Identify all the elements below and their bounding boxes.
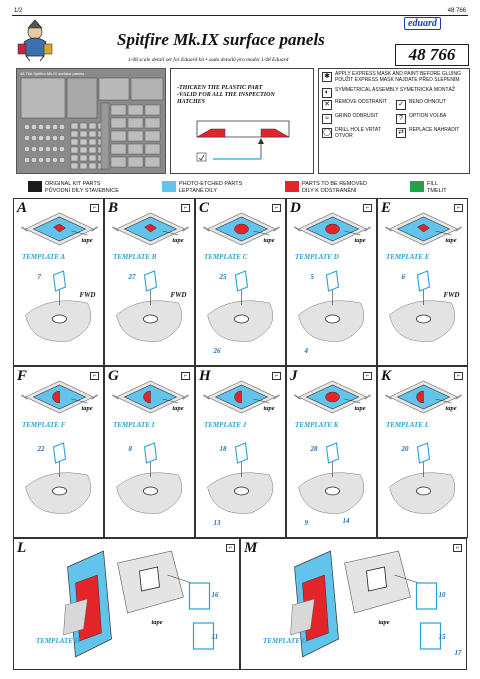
step-letter: B — [108, 200, 119, 216]
step-m — [240, 538, 467, 670]
part-number: 27 — [128, 273, 136, 281]
step-letter: F — [17, 368, 28, 384]
pe-part — [145, 443, 157, 463]
part-number-2: 13 — [213, 519, 221, 527]
template-label: TEMPLATE J — [204, 421, 247, 429]
template-icon: ⌐ — [226, 544, 235, 552]
tape-label: tape — [81, 237, 93, 244]
step-letter: K — [381, 368, 392, 384]
template-icon: ⌐ — [454, 204, 463, 212]
tape-label: tape — [172, 237, 184, 244]
fret-disc — [31, 135, 37, 141]
legend-text-remove: PARTS TO BE REMOVED DÍLY K ODSTRANĚNÍ — [302, 181, 367, 194]
template-label: TEMPLATE D — [295, 253, 339, 261]
instruction-text: OPTION VOLBA — [409, 113, 447, 119]
fwd-label: FWD — [79, 291, 96, 299]
catalog-number: 48 766 — [395, 44, 469, 66]
fret-hatch — [71, 123, 78, 129]
part-number-2: 11 — [211, 633, 219, 641]
fret-cover — [145, 157, 160, 167]
part-number: 28 — [310, 445, 318, 453]
step-diagram — [14, 367, 105, 539]
part-number-2: 9 — [304, 519, 308, 527]
legend-swatch-kit — [28, 181, 42, 192]
cut-area — [326, 224, 340, 234]
fret-disc — [31, 146, 37, 152]
part-number: 5 — [310, 273, 314, 281]
fret-cover — [128, 131, 143, 141]
hatch-recess — [53, 487, 67, 495]
note-line-2: -VALID FOR ALL THE INSPECTION — [177, 92, 275, 98]
step-letter: H — [199, 368, 211, 384]
step-letter: D — [290, 200, 301, 216]
instruction-text: GRIND ODBRUSIT — [335, 113, 379, 119]
step-diagram — [287, 199, 378, 367]
step-diagram — [378, 367, 469, 539]
fret-cover — [111, 131, 126, 141]
hatch-recess — [326, 487, 340, 495]
fret-disc — [52, 146, 58, 152]
step-k — [377, 366, 468, 538]
instruction-text: REMOVE ODSTRANIT — [335, 99, 387, 105]
hatch-recess — [417, 487, 431, 495]
tape-label: tape — [263, 405, 275, 412]
page-number: 1/2 — [14, 8, 23, 14]
fret-disc — [59, 146, 65, 152]
pe-cover-2 — [421, 623, 441, 649]
template-icon: ⌐ — [454, 372, 463, 380]
part-number-2: 15 — [438, 633, 446, 641]
part-number: 16 — [211, 591, 219, 599]
step-l — [13, 538, 240, 670]
fret-cover — [145, 144, 160, 154]
instruction-legend — [318, 68, 470, 174]
fret-hatch — [89, 155, 96, 161]
pe-part — [54, 271, 66, 291]
tape-label: tape — [172, 405, 184, 412]
hatch-recess — [144, 487, 158, 495]
grind-icon: ≈ — [322, 114, 332, 124]
fret-disc — [52, 124, 58, 130]
mask-icon: ✱ — [322, 72, 332, 82]
fret-cover — [145, 131, 160, 141]
step-diagram — [14, 199, 105, 367]
fret-disc — [38, 135, 44, 141]
fret-cover — [128, 144, 143, 154]
fret-disc — [24, 135, 30, 141]
hatch-recess — [144, 315, 158, 323]
fwd-label: FWD — [170, 291, 187, 299]
part-number: 25 — [219, 273, 227, 281]
hatch-recess — [53, 315, 67, 323]
template-icon: ⌐ — [363, 372, 372, 380]
page-title: Spitfire Mk.IX surface panels — [117, 30, 325, 49]
step-c — [195, 198, 286, 366]
fret-cover — [111, 105, 126, 115]
part-number: 18 — [219, 445, 227, 453]
steps-row-1 — [13, 198, 468, 366]
instruction-text: APPLY EXPRESS MASK AND PAINT BEFORE GLUING POUŽIT EXPRESS MASK NAJDATE PŘED SLEPENÍM — [335, 71, 462, 83]
part-number: 20 — [401, 445, 409, 453]
part-number: 22 — [37, 445, 45, 453]
step-diagram — [378, 199, 469, 367]
tape-label: tape — [354, 237, 366, 244]
fret-hatch — [80, 155, 87, 161]
hatch-opening — [367, 567, 387, 591]
fret-disc — [59, 157, 65, 163]
step-letter: A — [17, 200, 28, 216]
page-subtitle: 1/48 scale detail set for Eduard kit • sada detailů pro model 1/48 Eduard — [128, 57, 289, 63]
tape-label: tape — [445, 405, 457, 412]
fret-disc — [59, 135, 65, 141]
template-icon: ⌐ — [181, 204, 190, 212]
part-number: 6 — [401, 273, 405, 281]
fret-disc — [45, 146, 51, 152]
fret-label: 48 766 Spitfire Mk.IX surface panels — [20, 71, 85, 76]
drill-icon: ◯ — [323, 129, 331, 136]
fret-hatch — [89, 147, 96, 153]
fret-hatch — [80, 139, 87, 145]
step-j — [286, 366, 377, 538]
cut-area — [235, 224, 249, 234]
fret-hatch — [89, 123, 96, 129]
header-rule — [12, 15, 468, 16]
instruction-text: DRILL HOLE VRTAT OTVOR — [335, 127, 381, 139]
fret-disc — [24, 146, 30, 152]
fret-disc — [24, 157, 30, 163]
template-label: TEMPLATE K — [295, 421, 339, 429]
template-icon: ⌐ — [363, 204, 372, 212]
template-label: TEMPLATE G — [263, 637, 307, 645]
pe-cover-2 — [194, 623, 214, 649]
instruction-text: SYMMETRICAL ASSEMBLY SYMETRICKÁ MONTÁŽ — [335, 87, 455, 93]
fret-hatch — [80, 147, 87, 153]
pe-part — [327, 271, 339, 291]
mascot-logo — [14, 18, 56, 62]
option-icon: ? — [396, 114, 406, 124]
fret-hatch — [71, 139, 78, 145]
part-number-2: 26 — [213, 347, 221, 355]
fret-hatch — [71, 163, 78, 169]
fret-disc — [59, 124, 65, 130]
template-label: TEMPLATE B — [113, 253, 157, 261]
step-e — [377, 198, 468, 366]
tape-label: tape — [354, 405, 366, 412]
part-number-2: 4 — [304, 347, 308, 355]
part-number: 7 — [37, 273, 41, 281]
fret-hatch — [80, 123, 87, 129]
fret-panel-right — [131, 78, 163, 100]
step-letter: E — [381, 200, 392, 216]
fret-parts — [17, 69, 167, 175]
legend-text-fill: FILL TMELIT — [427, 181, 447, 194]
fret-hatch — [71, 155, 78, 161]
hatch-recess — [417, 315, 431, 323]
step-letter: G — [108, 368, 119, 384]
fret-hatch — [89, 139, 96, 145]
step-h — [195, 366, 286, 538]
template-label: TEMPLATE A — [22, 253, 66, 261]
fret-cover — [128, 105, 143, 115]
instruction-text: BEND OHNOUT — [409, 99, 446, 105]
fret-hatch — [71, 147, 78, 153]
code-top: 48 766 — [447, 8, 466, 14]
pe-part — [236, 271, 248, 291]
template-icon: ⌐ — [90, 372, 99, 380]
tape-label: tape — [445, 237, 457, 244]
brand-logo: eduard — [404, 17, 441, 30]
legend-swatch-fill — [410, 181, 424, 192]
part-number-3: 17 — [454, 649, 462, 657]
template-icon: ⌐ — [272, 204, 281, 212]
legend-text-kit: ORIGINAL KIT PARTS PŮVODNÍ DÍLY STAVEBNICE — [45, 181, 119, 194]
template-icon: ⌐ — [181, 372, 190, 380]
fret-cover — [145, 105, 160, 115]
step-diagram — [14, 539, 241, 671]
fret-hatch — [89, 131, 96, 137]
step-diagram — [105, 367, 196, 539]
template-label: TEMPLATE L — [386, 421, 429, 429]
color-legend — [0, 178, 480, 198]
fret-disc — [31, 157, 37, 163]
photo-etch-fret-image — [16, 68, 166, 174]
fret-hatch — [89, 163, 96, 169]
fret-disc — [52, 135, 58, 141]
hatch-recess — [235, 315, 249, 323]
template-icon: ⌐ — [90, 204, 99, 212]
fret-hatch — [71, 131, 78, 137]
pe-cover — [417, 583, 437, 609]
template-label: TEMPLATE C — [204, 253, 248, 261]
part-number: 8 — [128, 445, 132, 453]
pe-part — [236, 443, 248, 463]
step-d — [286, 198, 377, 366]
fret-hatch — [80, 163, 87, 169]
fret-strip — [101, 103, 109, 169]
tape-label: tape — [378, 619, 390, 626]
step-diagram — [196, 367, 287, 539]
fret-hatch — [80, 131, 87, 137]
legend-swatch-pe — [162, 181, 176, 192]
pe-cover — [190, 583, 210, 609]
step-a — [13, 198, 104, 366]
step-diagram — [105, 199, 196, 367]
fret-cover — [145, 118, 160, 128]
fret-disc — [31, 124, 37, 130]
legend-swatch-remove — [285, 181, 299, 192]
fret-disc — [45, 124, 51, 130]
step-g — [104, 366, 195, 538]
fret-disc — [38, 146, 44, 152]
note-line-1: -THICKEN THE PLASTIC PART — [177, 85, 263, 91]
hatch-opening — [140, 567, 160, 591]
legend-text-pe: PHOTO-ETCHED PARTS LEPTANÉ DÍLY — [179, 181, 243, 194]
thicken-diagram — [191, 115, 295, 171]
fret-panel-small — [99, 78, 129, 100]
steps-row-2 — [13, 366, 468, 538]
fret-disc — [24, 124, 30, 130]
cut-area — [326, 392, 340, 402]
fret-cover — [111, 157, 126, 167]
pe-part — [418, 443, 430, 463]
symmetrical-icon: ◐ — [322, 88, 332, 98]
thicken-note-box — [170, 68, 314, 174]
template-label: TEMPLATE F — [22, 421, 66, 429]
fret-cover — [128, 157, 143, 167]
fret-disc — [38, 124, 44, 130]
step-letter: C — [199, 200, 210, 216]
fret-disc — [45, 135, 51, 141]
step-letter: L — [17, 540, 27, 556]
instruction-text: REPLACE NAHRADIT — [409, 127, 460, 133]
step-letter: J — [290, 368, 298, 384]
bend-icon: ✓ — [396, 100, 406, 110]
step-letter: M — [244, 540, 258, 556]
fret-panel-large — [21, 78, 65, 118]
template-icon: ⌐ — [453, 544, 462, 552]
pe-part — [145, 271, 157, 291]
tape-label: tape — [81, 405, 93, 412]
template-icon: ⌐ — [272, 372, 281, 380]
part-number: 10 — [438, 591, 446, 599]
remove-icon: ✕ — [322, 100, 332, 110]
fret-disc — [52, 157, 58, 163]
fret-panel-mid — [67, 78, 97, 118]
fret-cover — [111, 118, 126, 128]
fret-cover — [111, 144, 126, 154]
hatch-recess — [235, 487, 249, 495]
step-diagram — [241, 539, 468, 671]
note-line-3: HATCHES — [177, 99, 206, 105]
part-number-3: 14 — [342, 517, 350, 525]
hatch-recess — [326, 315, 340, 323]
tape-label: tape — [263, 237, 275, 244]
step-f — [13, 366, 104, 538]
fret-disc — [38, 157, 44, 163]
template-label: TEMPLATE E — [386, 253, 430, 261]
fret-disc — [45, 157, 51, 163]
fwd-label: FWD — [443, 291, 460, 299]
pe-part — [54, 443, 66, 463]
pe-part — [418, 271, 430, 291]
template-label: TEMPLATE I — [113, 421, 155, 429]
tape-label: tape — [151, 619, 163, 626]
step-b — [104, 198, 195, 366]
pe-part — [327, 443, 339, 463]
steps-row-3 — [13, 538, 468, 670]
fret-cover — [128, 118, 143, 128]
step-diagram — [196, 199, 287, 367]
step-diagram — [287, 367, 378, 539]
replace-icon: ⇄ — [396, 128, 406, 138]
template-label: TEMPLATE H — [36, 637, 81, 645]
